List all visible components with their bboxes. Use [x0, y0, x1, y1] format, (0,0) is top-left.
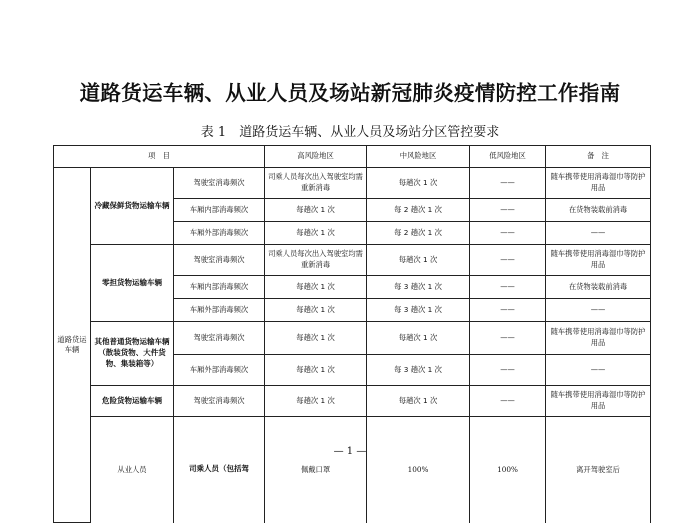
remark-cell: 随车携带使用消毒湿巾等防护用品 [546, 168, 651, 199]
low-risk-cell: —— [470, 386, 546, 417]
low-risk-cell: —— [470, 322, 546, 355]
header-high-risk: 高风险地区 [265, 146, 367, 168]
mid-risk-cell: 每 2 趟次 1 次 [367, 199, 470, 222]
table-row [54, 322, 651, 355]
control-requirements-table [53, 145, 651, 523]
group-name-cell: 其他普通货物运输车辆（散装货物、大件货物、集装箱等） [91, 322, 174, 386]
mid-risk-cell: 100% [470, 417, 546, 523]
remark-cell: 随车携带使用消毒湿巾等防护用品 [546, 245, 651, 276]
mid-risk-cell: 每 3 趟次 1 次 [367, 276, 470, 299]
item-cell: 车厢内部消毒频次 [174, 199, 265, 222]
group-name-cell: 危险货物运输车辆 [91, 386, 174, 417]
low-risk-cell: —— [470, 168, 546, 199]
remark-cell: 在货物装载前消毒 [546, 199, 651, 222]
document-title: 道路货运车辆、从业人员及场站新冠肺炎疫情防控工作指南 [79, 81, 621, 105]
high-risk-cell: 100% [367, 417, 470, 523]
header-mid-risk: 中风险地区 [367, 146, 470, 168]
header-remark: 备 注 [546, 146, 651, 168]
item-cell: 驾驶室消毒频次 [174, 386, 265, 417]
group-name-cell: 司乘人员（包括驾 [174, 417, 265, 523]
table-row [54, 245, 651, 276]
mid-risk-cell: 每 3 趟次 1 次 [367, 299, 470, 322]
header-item: 项 目 [54, 146, 265, 168]
low-risk-cell: —— [470, 276, 546, 299]
item-cell: 驾驶室消毒频次 [174, 322, 265, 355]
category-vehicle-cell: 道路货运车辆 [54, 168, 91, 523]
remark-cell: —— [546, 355, 651, 386]
item-cell: 车厢外部消毒频次 [174, 222, 265, 245]
mid-risk-cell: 每趟次 1 次 [367, 168, 470, 199]
item-cell: 驾驶室消毒频次 [174, 245, 265, 276]
page-number: — 1 — [333, 446, 367, 457]
high-risk-cell: 每趟次 1 次 [265, 276, 367, 299]
item-cell: 车厢外部消毒频次 [174, 355, 265, 386]
item-cell: 车厢外部消毒频次 [174, 299, 265, 322]
mid-risk-cell: 每趟次 1 次 [367, 386, 470, 417]
high-risk-cell: 每趟次 1 次 [265, 355, 367, 386]
category-staff-cell: 从业人员 [91, 417, 174, 523]
mid-risk-cell: 每 3 趟次 1 次 [367, 355, 470, 386]
mid-risk-cell: 每趟次 1 次 [367, 322, 470, 355]
remark-cell: 随车携带使用消毒湿巾等防护用品 [546, 386, 651, 417]
item-cell: 驾驶室消毒频次 [174, 168, 265, 199]
remark-cell: —— [546, 299, 651, 322]
header-low-risk: 低风险地区 [470, 146, 546, 168]
high-risk-cell: 司乘人员每次出入驾驶室均需重新消毒 [265, 168, 367, 199]
item-cell: 车厢内部消毒频次 [174, 276, 265, 299]
group-name-cell: 冷藏保鲜货物运输车辆 [91, 168, 174, 245]
low-risk-cell: —— [470, 199, 546, 222]
table-header-row [54, 146, 651, 168]
high-risk-cell: 每趟次 1 次 [265, 322, 367, 355]
table-row [54, 386, 651, 417]
table-row [54, 168, 651, 199]
table-row [54, 417, 651, 523]
high-risk-cell: 每趟次 1 次 [265, 199, 367, 222]
mid-risk-cell: 每 2 趟次 1 次 [367, 222, 470, 245]
low-risk-cell: —— [470, 222, 546, 245]
group-name-cell: 零担货物运输车辆 [91, 245, 174, 322]
table-caption: 表 1 道路货运车辆、从业人员及场站分区管控要求 [200, 125, 500, 140]
low-risk-cell: 离开驾驶室后 [546, 417, 651, 523]
low-risk-cell: —— [470, 355, 546, 386]
mid-risk-cell: 每趟次 1 次 [367, 245, 470, 276]
remark-cell: 在货物装载前消毒 [546, 276, 651, 299]
item-cell: 佩戴口罩 [265, 417, 367, 523]
remark-cell: 随车携带使用消毒湿巾等防护用品 [546, 322, 651, 355]
high-risk-cell: 司乘人员每次出入驾驶室均需重新消毒 [265, 245, 367, 276]
high-risk-cell: 每趟次 1 次 [265, 386, 367, 417]
high-risk-cell: 每趟次 1 次 [265, 299, 367, 322]
low-risk-cell: —— [470, 299, 546, 322]
remark-cell: —— [546, 222, 651, 245]
low-risk-cell: —— [470, 245, 546, 276]
high-risk-cell: 每趟次 1 次 [265, 222, 367, 245]
